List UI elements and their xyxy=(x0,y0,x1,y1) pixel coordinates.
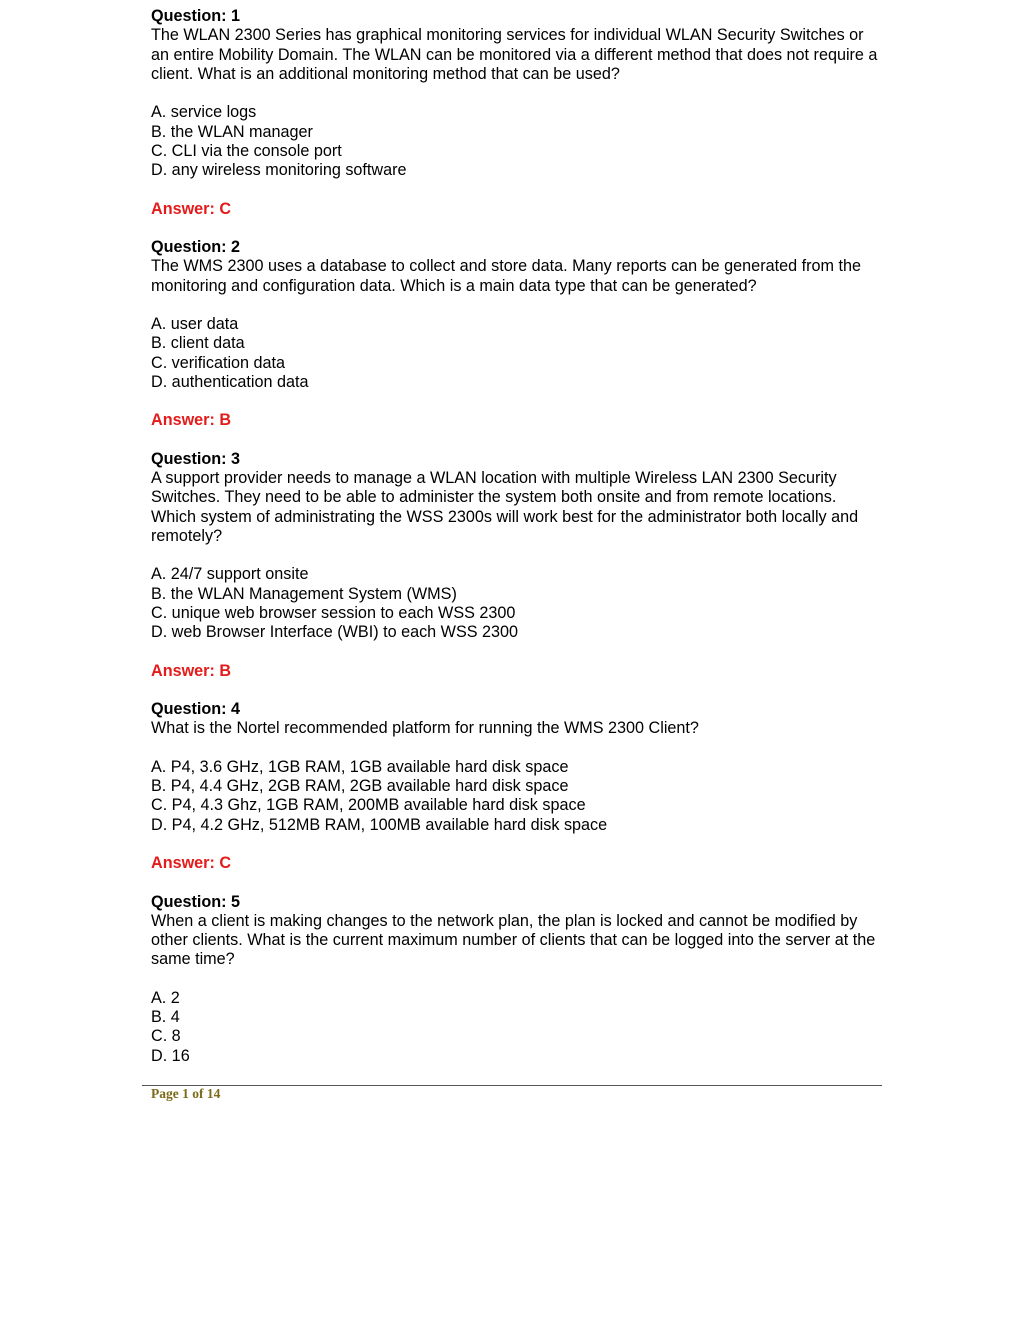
option-b: B. 4 xyxy=(151,1008,180,1026)
option-b: B. client data xyxy=(151,334,245,353)
answer: Answer: C xyxy=(151,854,232,872)
option-c: C. unique web browser session to each WSS 2300 xyxy=(151,603,516,622)
option-a: A. P4, 3.6 GHz, 1GB RAM, 1GB available hard disk space xyxy=(151,757,569,776)
option-a: A. 24/7 support onsite xyxy=(151,565,309,584)
question-text: What is the Nortel recommended platform for running the WMS 2300 Client? xyxy=(151,719,699,738)
option-d: D. any wireless monitoring software xyxy=(151,161,407,179)
question-title: Question: 4 xyxy=(151,700,241,718)
question-text: A support provider needs to manage a WLAN location with multiple Wireless LAN 2300 Security Switches. They need to be able to administer the system both onsite and from remote locations. Which system of administrating the WSS 2300s will work best for the administrator both locally and remotely? xyxy=(151,469,859,545)
question-title: Question: 2 xyxy=(151,238,241,256)
option-c: C. verification data xyxy=(151,353,286,372)
document-page xyxy=(151,7,881,1066)
option-d: D. P4, 4.2 GHz, 512MB RAM, 100MB available hard disk space xyxy=(151,815,608,834)
question-title: Question: 3 xyxy=(151,449,241,468)
page-number: Page 1 of 14 xyxy=(151,1086,221,1101)
question-text: When a client is making changes to the network plan, the plan is locked and cannot be modified by other clients. What is the current maximum number of clients that can be logged into the server at the same time? xyxy=(151,911,876,969)
option-b: B. P4, 4.4 GHz, 2GB RAM, 2GB available hard disk space xyxy=(151,777,569,795)
question-title: Question: 1 xyxy=(151,7,241,25)
option-c: C. CLI via the console port xyxy=(151,141,342,160)
footer-divider xyxy=(142,1085,882,1086)
option-d: D. 16 xyxy=(151,1046,190,1065)
option-b: B. the WLAN manager xyxy=(151,122,313,141)
option-c: C. 8 xyxy=(151,1027,181,1046)
option-c: C. P4, 4.3 Ghz, 1GB RAM, 200MB available hard disk space xyxy=(151,796,586,815)
question-4 xyxy=(151,700,881,893)
answer: Answer: B xyxy=(151,661,232,680)
option-a: A. service logs xyxy=(151,103,257,122)
question-text: The WLAN 2300 Series has graphical monitoring services for individual WLAN Security Switches or an entire Mobility Domain. The WLAN can be monitored via a different method that does not require a client. What is an additional monitoring method that can be used? xyxy=(151,26,878,83)
option-d: D. web Browser Interface (WBI) to each WSS 2300 xyxy=(151,623,519,641)
answer: Answer: B xyxy=(151,411,232,430)
answer: Answer: C xyxy=(151,199,232,218)
question-5 xyxy=(151,893,881,1066)
question-3 xyxy=(151,450,881,700)
option-a: A. user data xyxy=(151,315,239,333)
question-text: The WMS 2300 uses a database to collect and store data. Many reports can be generated from the monitoring and configuration data. Which is a main data type that can be generated? xyxy=(151,257,861,295)
question-2 xyxy=(151,238,881,450)
option-b: B. the WLAN Management System (WMS) xyxy=(151,584,457,603)
option-d: D. authentication data xyxy=(151,372,309,391)
question-1 xyxy=(151,7,881,238)
question-title: Question: 5 xyxy=(151,892,241,911)
option-a: A. 2 xyxy=(151,988,180,1007)
